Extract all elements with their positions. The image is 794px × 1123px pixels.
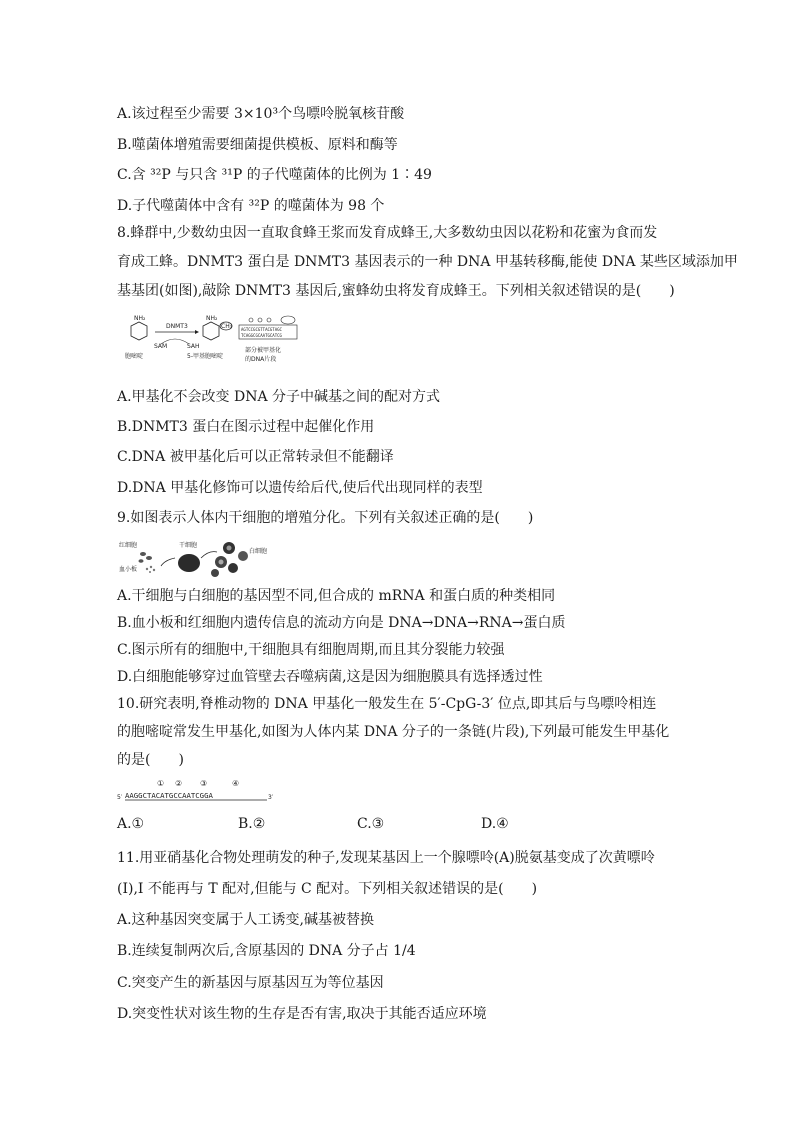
q10-option-d: D.④ [481,816,509,832]
q8-option-b: B.DNMT3 蛋白在图示过程中起催化作用 [117,419,375,435]
q7-option-b: B.噬菌体增殖需要细菌提供模板、原料和酶等 [117,137,398,153]
stem-cell [178,554,200,572]
q8-stem-line-1: 8.蜂群中,少数幼虫因一直取食蜂王浆而发育成蜂王,大多数幼虫因以花粉和花蜜为食而发 [117,225,658,241]
reaction-arrow-head [195,330,199,334]
end-5-prime: 5′ [117,794,123,801]
methylcytosine-label: 5-甲基胞嘧啶 [187,353,223,360]
rbc-label: 红细胞 [119,542,138,549]
sam-label: SAM [154,343,168,350]
site-mark-2: ② [175,779,183,788]
q9-stem: 9.如图表示人体内干细胞的增殖分化。下列有关叙述正确的是( ) [117,510,534,526]
q7-option-a: A.该过程至少需要 3×10³个鸟嘌呤脱氧核苷酸 [117,106,405,122]
platelets [146,566,155,573]
site-mark-3: ③ [200,779,208,788]
enzyme-label: DNMT3 [166,323,188,330]
q11-stem-line-1: 11.用亚硝基化合物处理萌发的种子,发现某基因上一个腺嘌呤(A)脱氨基变成了次黄嘌呤 [117,850,655,866]
q11-option-c: C.突变产生的新基因与原基因互为等位基因 [117,975,384,991]
dna-seq-top: AGTCCGCGTTACGTAGC [241,327,282,332]
fragment-label-1: 部分被甲基化 [245,347,282,354]
end-3-prime: 3′ [268,794,274,801]
q11-option-d: D.突变性状对该生物的生存是否有害,取决于其能否适应环境 [117,1006,487,1022]
q8-option-d: D.DNA 甲基化修饰可以遗传给后代,使后代出现同样的表型 [117,480,483,496]
q10-option-a: A.① [117,816,145,832]
q8-option-a: A.甲基化不会改变 DNA 分子中碱基之间的配对方式 [117,389,441,405]
dna-methylation-figure [117,312,302,372]
methylcytosine-nh2: NH₂ [206,315,218,322]
red-cells [139,552,153,563]
q7-option-d: D.子代噬菌体中含有 ³²P 的噬菌体为 98 个 [117,198,385,214]
white-cells [211,542,248,577]
q10-stem-line-1: 10.研究表明,脊椎动物的 DNA 甲基化一般发生在 5′-CpG-3′ 位点,即其后与鸟嘌呤相连 [117,696,657,712]
fragment-label-2: 的DNA片段 [245,356,277,363]
cytosine-structure [131,322,147,340]
stem-cell-figure [117,538,267,580]
methyl-group-label: CH₃ [221,323,233,330]
q10-option-b: B.② [238,816,266,832]
q9-option-c: C.图示所有的细胞中,干细胞具有细胞周期,而且其分裂能力较强 [117,642,505,658]
site-mark-4: ④ [232,779,240,788]
dna-sequence: AAGGCTACATGCCAATCGGA [125,791,213,800]
q9-option-b: B.血小板和红细胞内遗传信息的流动方向是 DNA→DNA→RNA→蛋白质 [117,615,566,631]
q8-stem-line-2: 育成工蜂。DNMT3 蛋白是 DNMT3 基因表示的一种 DNA 甲基转移酶,能使 DNA 某些区域添加甲 [117,254,738,270]
sah-label: SAH [187,343,200,350]
wbc-label: 白细胞 [249,548,267,555]
q11-option-b: B.连续复制两次后,含原基因的 DNA 分子占 1/4 [117,943,416,959]
diff-arrow-right [201,552,217,558]
stem-cell-label: 干细胞 [179,542,198,549]
dna-strand-figure [117,778,287,804]
q10-stem-line-3: 的是( ) [117,752,184,768]
site-mark-1: ① [157,779,165,788]
platelet-label: 血小板 [119,566,138,573]
q8-option-c: C.DNA 被甲基化后可以正常转录但不能翻译 [117,449,394,465]
q8-stem-line-3: 基基团(如图),敲除 DNMT3 基因后,蜜蜂幼虫将发育成蜂王。下列相关叙述错误的是( ) [117,283,675,299]
diff-arrow-left [161,558,175,566]
q9-option-d: D.白细胞能够穿过血管壁去吞噬病菌,这是因为细胞膜具有选择透过性 [117,669,543,685]
q11-stem-line-2: (I),I 不能再与 T 配对,但能与 C 配对。下列相关叙述错误的是( ) [117,881,538,897]
q9-option-a: A.干细胞与白细胞的基因型不同,但合成的 mRNA 和蛋白质的种类相同 [117,588,556,604]
q10-option-c: C.③ [357,816,385,832]
q7-option-c: C.含 ³²P 与只含 ³¹P 的子代噬菌体的比例为 1∶49 [117,167,432,183]
cytosine-nh2: NH₂ [134,315,146,322]
cytosine-label: 胞嘧啶 [125,353,144,360]
q10-stem-line-2: 的胞嘧啶常发生甲基化,如图为人体内某 DNA 分子的一条链(片段),下列最可能发生甲基化 [117,724,670,740]
dna-seq-bottom: TCAGGCGCAATGCATCG [241,333,282,338]
q11-option-a: A.这种基因突变属于人工诱变,碱基被替换 [117,912,375,928]
